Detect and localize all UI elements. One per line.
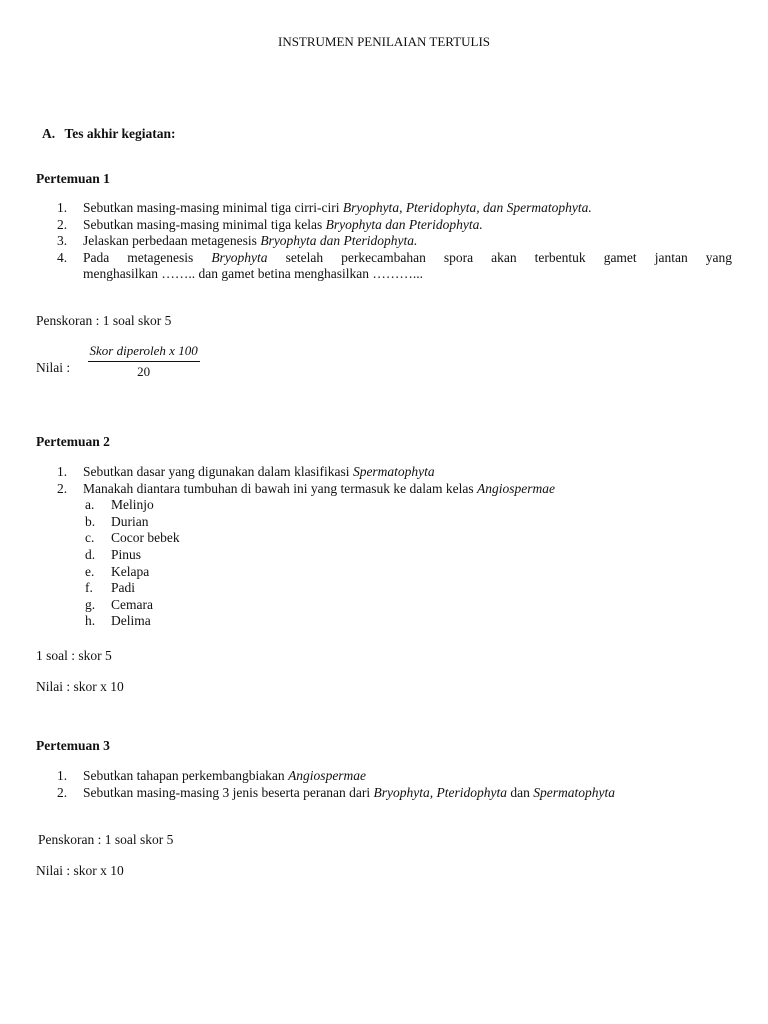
nilai-label: Nilai : bbox=[36, 360, 71, 376]
formula-denominator: 20 bbox=[137, 363, 151, 379]
question-text: Sebutkan masing-masing 3 jenis beserta peranan dari Bryophyta, Pteridophyta dan Spermatophyta bbox=[83, 784, 616, 800]
question-item bbox=[57, 250, 732, 283]
question-item bbox=[57, 464, 732, 481]
option-item bbox=[85, 547, 732, 564]
question-item bbox=[57, 233, 732, 250]
question-number: 2. bbox=[57, 480, 68, 496]
option-letter: e. bbox=[85, 563, 95, 579]
option-text: Durian bbox=[111, 513, 149, 529]
question-number: 2. bbox=[57, 784, 68, 800]
formula-numerator: Skor diperoleh x 100 bbox=[88, 343, 200, 362]
option-item bbox=[85, 497, 732, 514]
pertemuan-1-score: Penskoran : 1 soal skor 5 bbox=[36, 313, 172, 328]
question-number: 1. bbox=[57, 464, 68, 479]
option-item bbox=[85, 564, 732, 581]
question-text: Sebutkan masing-masing minimal tiga kelas Bryophyta dan Pteridophyta. bbox=[83, 216, 483, 232]
section-title: Tes akhir kegiatan: bbox=[64, 126, 176, 141]
question-text: Pada metagenesis Bryophyta setelah perkecambahan spora akan terbentuk gamet jantan yang menghasilkan …….. dan gamet betina menghasilkan ………... bbox=[83, 249, 732, 282]
pertemuan-2-questions bbox=[57, 464, 732, 630]
option-letter: d. bbox=[85, 546, 96, 562]
option-letter: c. bbox=[85, 530, 95, 546]
question-item bbox=[57, 217, 732, 234]
question-text: Jelaskan perbedaan metagenesis Bryophyta dan Pteridophyta. bbox=[83, 233, 418, 249]
option-item bbox=[85, 613, 732, 630]
option-item bbox=[85, 514, 732, 531]
option-letter: g. bbox=[85, 596, 96, 612]
answer-options bbox=[85, 497, 732, 630]
pertemuan-3-questions bbox=[57, 768, 732, 801]
pertemuan-2-score: 1 soal : skor 5 bbox=[36, 648, 112, 663]
question-item bbox=[57, 768, 732, 785]
option-text: Pinus bbox=[111, 546, 142, 562]
question-text: Sebutkan tahapan perkembangbiakan Angiospermae bbox=[83, 768, 367, 783]
question-text: Sebutkan masing-masing minimal tiga cirri-ciri Bryophyta, Pteridophyta, dan Spermatophyta. bbox=[83, 200, 592, 215]
option-item bbox=[85, 597, 732, 614]
option-text: Melinjo bbox=[111, 497, 154, 513]
nilai-formula bbox=[88, 343, 200, 380]
question-item bbox=[57, 200, 732, 217]
question-number: 1. bbox=[57, 768, 68, 783]
option-letter: a. bbox=[85, 497, 95, 513]
section-letter: A. bbox=[42, 126, 56, 141]
option-text: Cocor bebek bbox=[111, 530, 180, 546]
question-item bbox=[57, 785, 732, 802]
section-heading bbox=[42, 126, 176, 143]
question-item bbox=[57, 481, 732, 498]
pertemuan-1-heading: Pertemuan 1 bbox=[36, 171, 110, 186]
question-number: 1. bbox=[57, 200, 68, 215]
pertemuan-1-questions bbox=[57, 200, 732, 283]
option-letter: b. bbox=[85, 513, 96, 529]
option-item bbox=[85, 580, 732, 597]
pertemuan-2-nilai: Nilai : skor x 10 bbox=[36, 679, 124, 694]
question-number: 4. bbox=[57, 249, 68, 265]
question-number: 2. bbox=[57, 216, 68, 232]
pertemuan-3-score: Penskoran : 1 soal skor 5 bbox=[38, 832, 174, 847]
pertemuan-2-heading: Pertemuan 2 bbox=[36, 434, 110, 449]
pertemuan-3-nilai: Nilai : skor x 10 bbox=[36, 863, 124, 878]
question-number: 3. bbox=[57, 233, 68, 249]
option-text: Delima bbox=[111, 613, 151, 629]
pertemuan-3-heading: Pertemuan 3 bbox=[36, 738, 110, 753]
option-letter: f. bbox=[85, 580, 93, 596]
pertemuan-1-nilai bbox=[36, 343, 200, 380]
option-item bbox=[85, 530, 732, 547]
option-text: Cemara bbox=[111, 596, 153, 612]
document-title: INSTRUMEN PENILAIAN TERTULIS bbox=[277, 34, 491, 49]
option-text: Kelapa bbox=[111, 563, 150, 579]
option-text: Padi bbox=[111, 580, 136, 596]
option-letter: h. bbox=[85, 613, 96, 629]
question-text: Sebutkan dasar yang digunakan dalam klasifikasi Spermatophyta bbox=[83, 464, 435, 479]
question-text: Manakah diantara tumbuhan di bawah ini yang termasuk ke dalam kelas Angiospermae bbox=[83, 480, 555, 496]
